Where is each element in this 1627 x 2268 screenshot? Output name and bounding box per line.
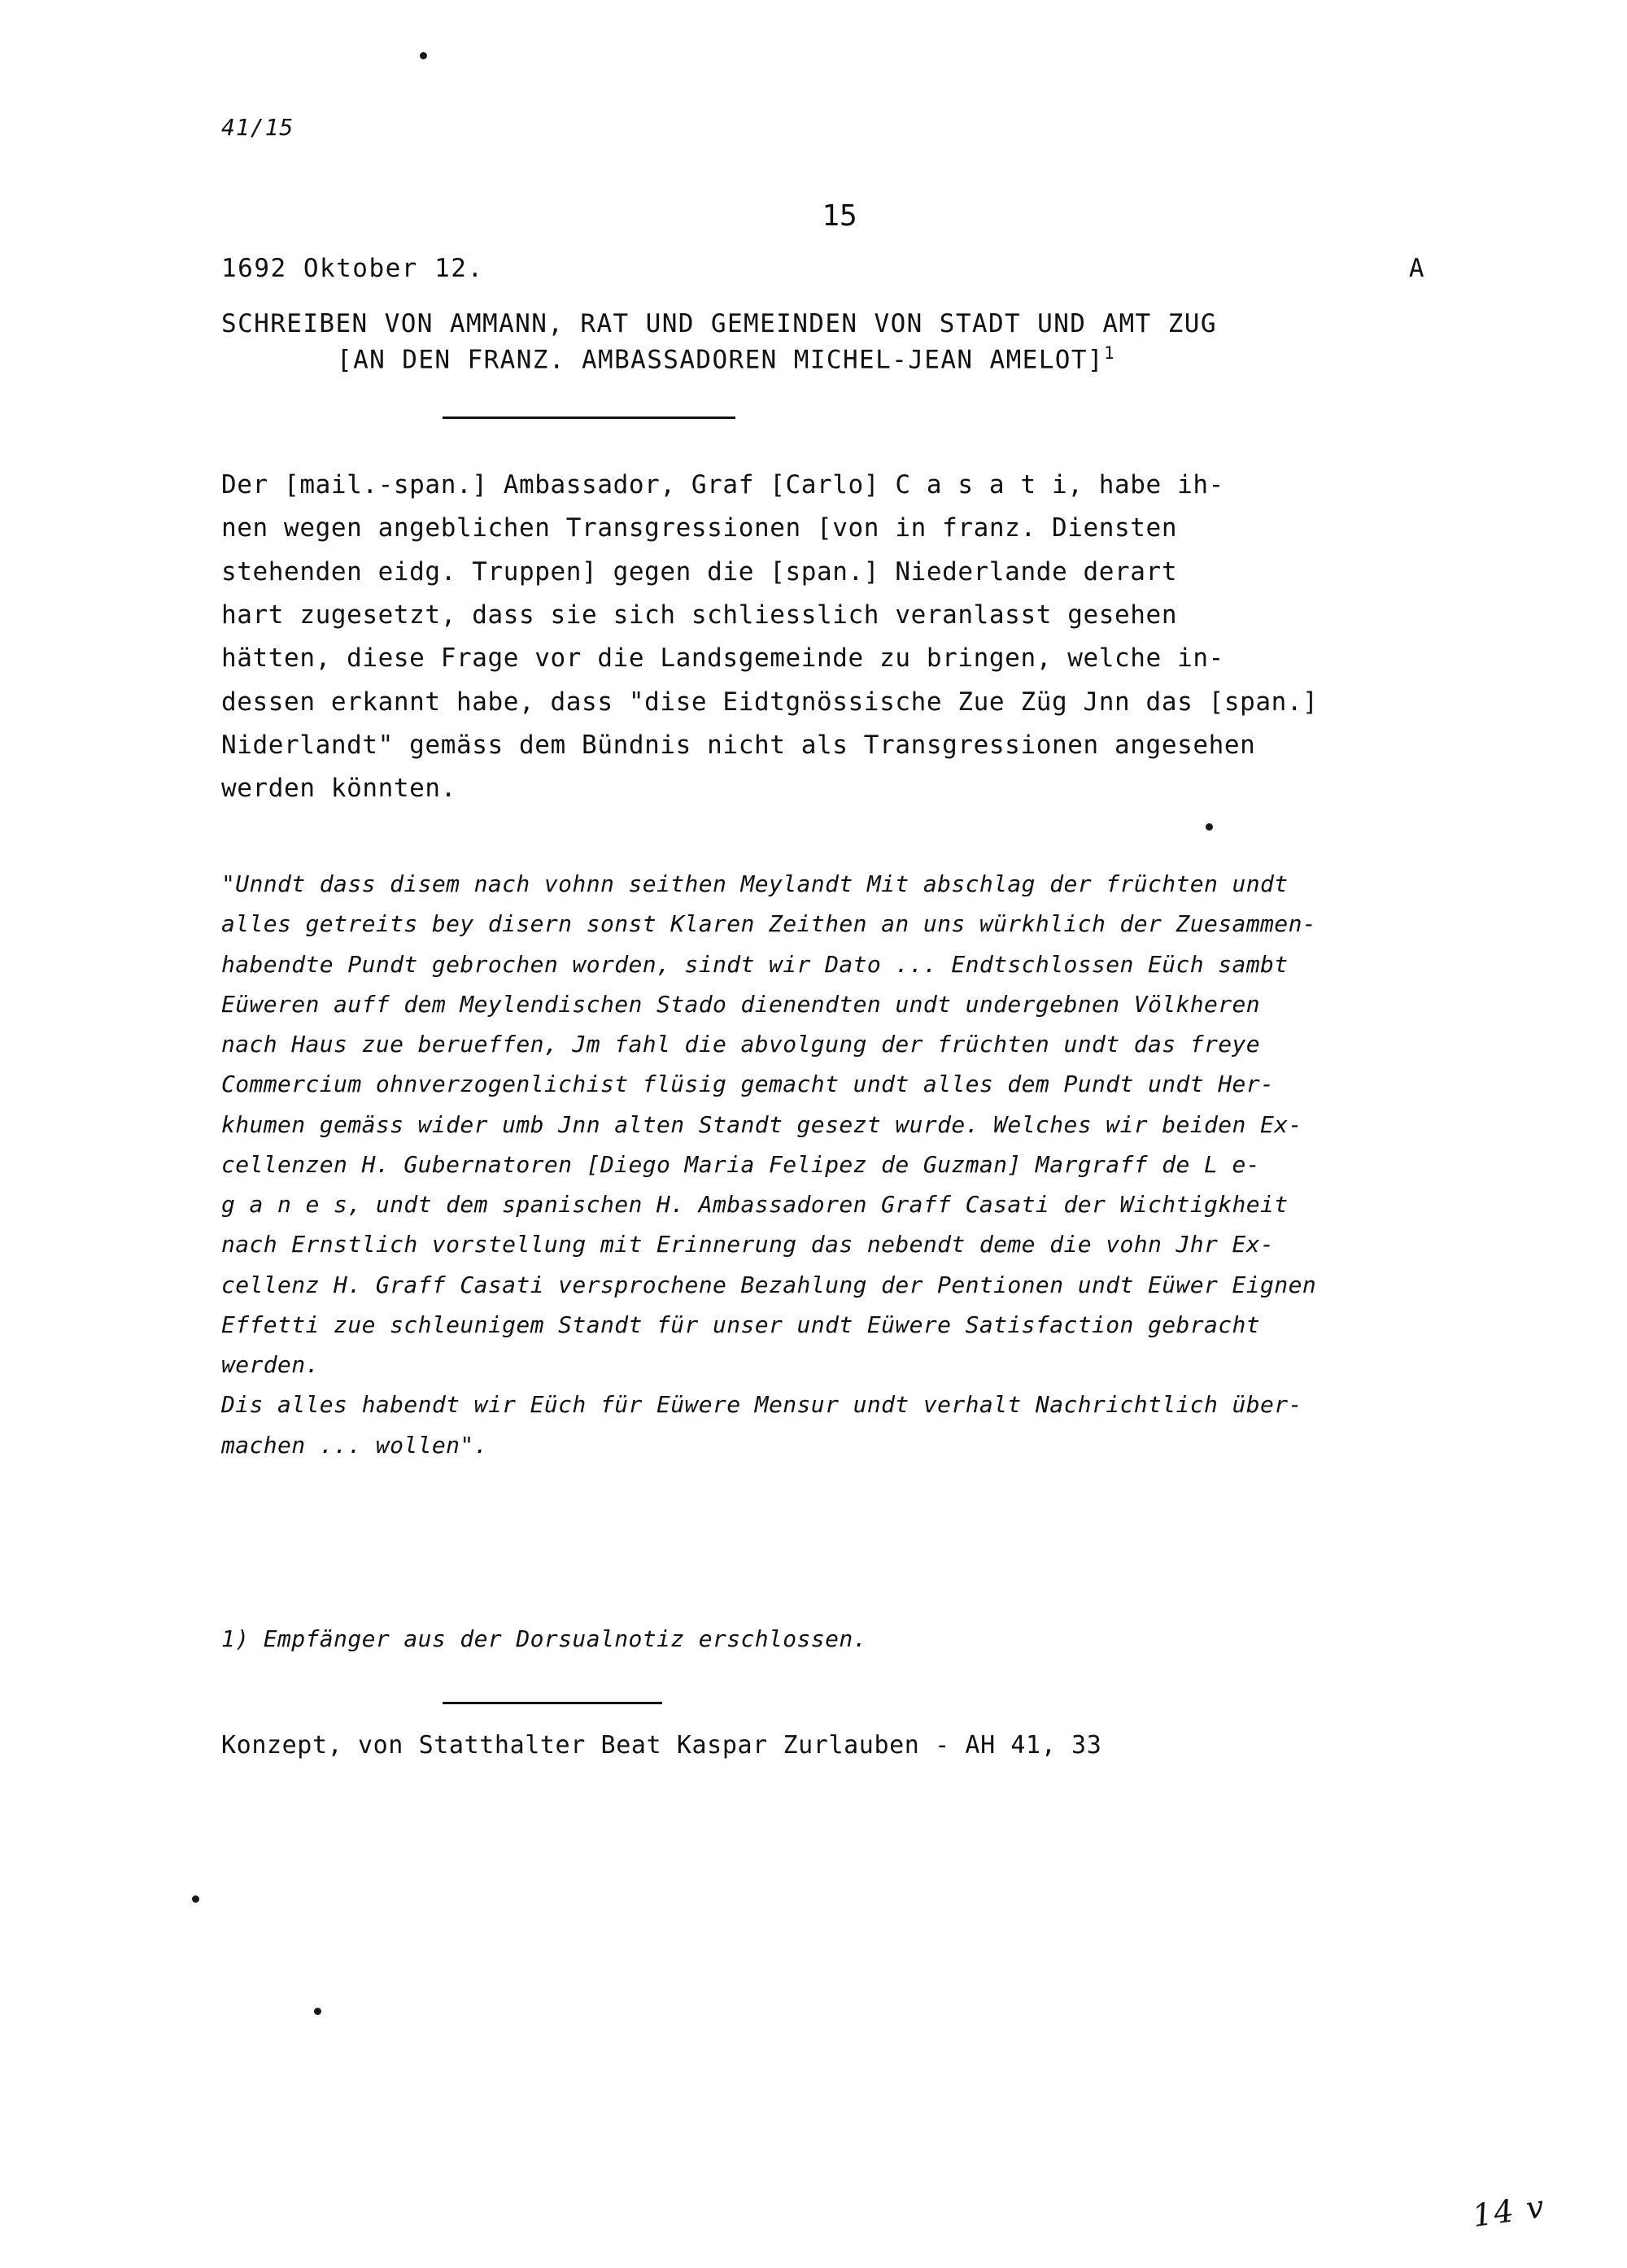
regest-line: nen wegen angeblichen Transgressionen [von in franz. Diensten: [221, 513, 1178, 543]
quote-line: Effetti zue schleunigem Standt für unser undt Eüwere Satisfaction gebracht: [221, 1311, 1261, 1338]
document-date: 1692 Oktober 12.: [221, 254, 484, 283]
quote-line: Eüweren auff dem Meylendischen Stado dienendten undt undergebnen Völkheren: [221, 990, 1261, 1018]
quote-line: machen ... wollen".: [221, 1431, 488, 1459]
footnote-text: 1) Empfänger aus der Dorsualnotiz erschlossen.: [221, 1625, 867, 1652]
title-line-1: SCHREIBEN VON AMMANN, RAT UND GEMEINDEN VON STADT UND AMT ZUG: [221, 309, 1217, 338]
quote-line: nach Haus zue berueffen, Jm fahl die abvolgung der früchten undt das freye: [221, 1031, 1261, 1058]
quote-line: Commercium ohnverzogenlichist flüsig gemacht undt alles dem Pundt undt Her-: [221, 1071, 1275, 1098]
quote-line: Dis alles habendt wir Eüch für Eüwere Mensur undt verhalt Nachrichtlich über-: [221, 1391, 1302, 1419]
dateline-row: [221, 254, 1458, 283]
handwritten-foliation: 14 v: [1470, 2187, 1548, 2235]
regest-line: werden könnten.: [221, 774, 456, 804]
regest-line: Der [mail.-span.] Ambassador, Graf [Carlo] C a s a t i, habe ih-: [221, 470, 1224, 499]
divider-top: [443, 417, 735, 419]
quote-line: nach Ernstlich vorstellung mit Erinnerung das nebendt deme die vohn Jhr Ex-: [221, 1231, 1275, 1258]
regest-text: [221, 464, 1458, 811]
divider-bottom: [443, 1702, 662, 1704]
regest-line: hart zugesetzt, dass sie sich schliesslich veranlasst gesehen: [221, 600, 1178, 630]
folio-mark: 41/15: [221, 114, 294, 141]
regest-line: stehenden eidg. Truppen] gegen die [span.] Niederlande derart: [221, 556, 1178, 587]
scan-speck: [192, 1895, 199, 1903]
document-side-mark: A: [1408, 254, 1425, 283]
scan-speck: [1206, 823, 1213, 831]
quote-line: cellenz H. Graff Casati versprochene Bezahlung der Pentionen undt Eüwer Eignen: [221, 1271, 1317, 1298]
quote-line: g a n e s, undt dem spanischen H. Ambassadoren Graff Casati der Wichtigkheit: [221, 1191, 1289, 1219]
scan-speck: [314, 2008, 321, 2015]
quote-line: habendte Pundt gebrochen worden, sindt wir Dato ... Endtschlossen Eüch sambt: [221, 950, 1289, 978]
document-title: [221, 306, 1458, 377]
quote-line: cellenzen H. Gubernatoren [Diego Maria Felipez de Guzman] Margraff de L e-: [221, 1150, 1261, 1178]
quote-line: khumen gemäss wider umb Jnn alten Standt gesezt wurde. Welches wir beiden Ex-: [221, 1110, 1302, 1138]
regest-line: Niderlandt" gemäss dem Bündnis nicht als Transgressionen angesehen: [221, 730, 1256, 760]
regest-line: hätten, diese Frage vor die Landsgemeinde zu bringen, welche in-: [221, 643, 1224, 674]
scan-speck: [420, 52, 427, 59]
quote-line: "Unndt dass disem nach vohnn seithen Meylandt Mit abschlag der früchten undt: [221, 870, 1289, 897]
quote-line: werden.: [221, 1351, 320, 1379]
regest-line: dessen erkannt habe, dass "dise Eidtgnössische Zue Züg Jnn das [span.]: [221, 687, 1319, 717]
title-line-2: [221, 342, 1458, 377]
footnote-marker: 1: [1104, 343, 1116, 364]
title-line-2-text: [AN DEN FRANZ. AMBASSADOREN MICHEL-JEAN AMELOT]: [337, 345, 1104, 375]
quote-line: alles getreits bey disern sonst Klaren Zeithen an uns würkhlich der Zuesammen-: [221, 910, 1317, 938]
source-reference: Konzept, von Statthalter Beat Kaspar Zurlauben - AH 41, 33: [221, 1731, 1102, 1760]
document-number: 15: [822, 199, 857, 233]
quoted-source-text: [221, 864, 1458, 1465]
